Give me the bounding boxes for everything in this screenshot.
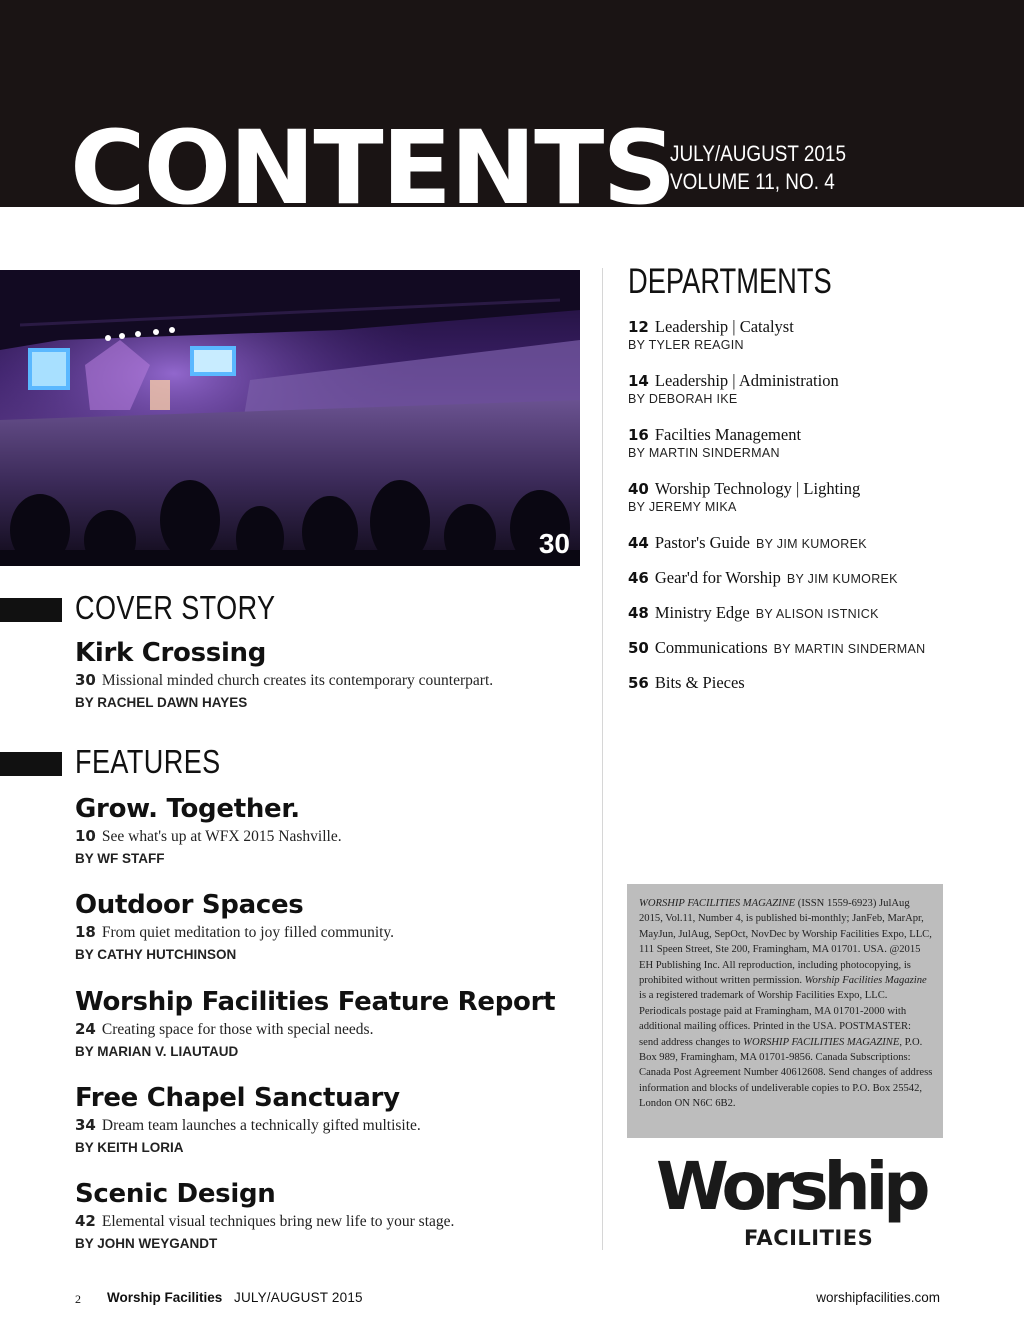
article-page: 24 bbox=[75, 1020, 96, 1038]
article-page: 42 bbox=[75, 1212, 96, 1230]
article-byline: BY WF STAFF bbox=[75, 851, 165, 866]
logo-subtitle: FACILITIES bbox=[744, 1226, 874, 1250]
article-title[interactable]: Free Chapel Sanctuary bbox=[75, 1083, 400, 1113]
features-bar bbox=[0, 752, 62, 776]
article-title[interactable]: Outdoor Spaces bbox=[75, 890, 304, 920]
feature-article[interactable] bbox=[75, 793, 595, 870]
feature-article[interactable] bbox=[75, 889, 595, 966]
issue-date: JULY/AUGUST 2015 bbox=[670, 141, 846, 166]
footer-date: JULY/AUGUST 2015 bbox=[234, 1290, 363, 1305]
magazine-name: Worship Facilities Magazine bbox=[804, 975, 927, 987]
department-title[interactable]: Gear'd for Worship bbox=[654, 568, 781, 587]
departments-label: DEPARTMENTS bbox=[628, 262, 832, 301]
magazine-name: WORSHIP FACILITIES MAGAZINE bbox=[639, 898, 796, 909]
department-title[interactable]: Communications bbox=[654, 638, 768, 657]
department-title[interactable]: Worship Technology | Lighting bbox=[654, 479, 861, 498]
issue-volume: VOLUME 11, NO. 4 bbox=[670, 169, 835, 194]
column-divider bbox=[602, 268, 603, 1250]
cover-story-bar bbox=[0, 598, 62, 622]
header-band bbox=[0, 0, 1024, 207]
article-byline: BY KEITH LORIA bbox=[75, 1140, 184, 1155]
magazine-name: WORSHIP FACILITIES MAGAZINE bbox=[743, 1036, 900, 1048]
concert-crowd-photo bbox=[0, 270, 580, 566]
worship-facilities-logo bbox=[656, 1148, 926, 1255]
department-byline: BY JIM KUMOREK bbox=[786, 572, 898, 586]
department-title[interactable]: Pastor's Guide bbox=[654, 533, 750, 552]
page-title: CONTENTS bbox=[70, 109, 675, 207]
article-description: 18 From quiet meditation to joy filled community. bbox=[75, 923, 395, 941]
cover-photo bbox=[0, 270, 580, 566]
footer-page-number: 2 bbox=[75, 1292, 81, 1306]
department-page: 56 bbox=[628, 674, 649, 692]
publication-info-box: WORSHIP FACILITIES MAGAZINE (ISSN 1559-6923) JulAug 2015, Vol.11, Number 4, is published bi-monthly; JanFeb, MarApr, MayJun, JulAug, SepOct, NovDec by Worship Facilities Expo, LLC, 111 Speen Street, Ste 200, Framingham, MA 01701. USA. @2015 EH Publishing Inc. All reproduction, including photocopying, is prohibited without written permission. Worship Facilities Magazine is a registered trademark of Worship Facilities Expo, LLC. Periodicals postage paid at Framingham, MA 01701-2000 with additional mailing offices. Printed in the USA. POSTMASTER: send address changes to WORSHIP FACILITIES MAGAZINE, P.O. Box 989, Framingham, MA 01701-9856. Canada Subscriptions: Canada Post Agreement Number 40612608. Send changes of address information and blocks of undeliverable copies to P.O. Box 25542, London ON N6C 6B2. bbox=[627, 884, 943, 1138]
department-title[interactable]: Bits & Pieces bbox=[654, 673, 745, 692]
feature-article[interactable] bbox=[75, 986, 595, 1063]
department-byline: BY MARTIN SINDERMAN bbox=[773, 642, 926, 656]
department-page: 48 bbox=[628, 604, 649, 622]
department-byline: BY ALISON ISTNICK bbox=[755, 607, 879, 621]
department-item[interactable] bbox=[628, 532, 998, 555]
issue-info bbox=[670, 140, 846, 196]
article-page: 10 bbox=[75, 827, 96, 845]
article-description: 30 Missional minded church creates its contemporary counterpart. bbox=[75, 671, 494, 689]
department-page: 44 bbox=[628, 534, 649, 552]
department-page: 46 bbox=[628, 569, 649, 587]
cover-story-label: COVER STORY bbox=[75, 589, 276, 626]
article-title[interactable]: Worship Facilities Feature Report bbox=[75, 987, 556, 1017]
article-byline: BY JOHN WEYGANDT bbox=[75, 1236, 218, 1251]
department-page: 12 bbox=[628, 318, 649, 336]
article-byline: BY CATHY HUTCHINSON bbox=[75, 947, 237, 962]
department-title[interactable]: Leadership | Administration bbox=[654, 371, 839, 390]
department-item[interactable] bbox=[628, 567, 998, 590]
department-page: 40 bbox=[628, 480, 649, 498]
logo-word: Worship bbox=[656, 1148, 926, 1225]
department-byline: BY DEBORAH IKE bbox=[628, 392, 738, 406]
article-byline: BY RACHEL DAWN HAYES bbox=[75, 695, 248, 710]
department-item[interactable] bbox=[628, 672, 998, 694]
department-item[interactable] bbox=[628, 316, 998, 352]
department-page: 14 bbox=[628, 372, 649, 390]
article-title[interactable]: Scenic Design bbox=[75, 1179, 276, 1209]
article-page: 30 bbox=[75, 671, 96, 689]
features-label: FEATURES bbox=[75, 743, 221, 780]
department-title[interactable]: Leadership | Catalyst bbox=[654, 317, 794, 336]
department-item[interactable] bbox=[628, 478, 998, 514]
feature-article[interactable] bbox=[75, 1178, 595, 1255]
article-description: 34 Dream team launches a technically gifted multisite. bbox=[75, 1116, 421, 1134]
footer-magazine-name: Worship Facilities bbox=[107, 1290, 223, 1305]
department-byline: BY JEREMY MIKA bbox=[628, 500, 737, 514]
article-page: 18 bbox=[75, 923, 96, 941]
cover-photo-page-number: 30 bbox=[538, 528, 570, 559]
department-byline: BY JIM KUMOREK bbox=[755, 537, 867, 551]
article-description: 10 See what's up at WFX 2015 Nashville. bbox=[75, 827, 342, 845]
department-byline: BY TYLER REAGIN bbox=[628, 338, 744, 352]
department-item[interactable] bbox=[628, 602, 998, 625]
department-byline: BY MARTIN SINDERMAN bbox=[628, 446, 780, 460]
article-description: 42 Elemental visual techniques bring new life to your stage. bbox=[75, 1212, 455, 1230]
article-description: 24 Creating space for those with special needs. bbox=[75, 1020, 374, 1038]
cover-story-article[interactable] bbox=[75, 637, 595, 714]
article-title[interactable]: Grow. Together. bbox=[75, 794, 300, 824]
article-byline: BY MARIAN V. LIAUTAUD bbox=[75, 1044, 239, 1059]
department-title[interactable]: Ministry Edge bbox=[654, 603, 750, 622]
department-page: 16 bbox=[628, 426, 649, 444]
department-page: 50 bbox=[628, 639, 649, 657]
feature-article[interactable] bbox=[75, 1082, 595, 1159]
department-item[interactable] bbox=[628, 637, 998, 660]
footer-website-link[interactable]: worshipfacilities.com bbox=[816, 1290, 940, 1305]
department-item[interactable] bbox=[628, 370, 998, 406]
department-title[interactable]: Facilties Management bbox=[654, 425, 802, 444]
department-item[interactable] bbox=[628, 424, 998, 460]
article-title[interactable]: Kirk Crossing bbox=[75, 638, 267, 668]
article-page: 34 bbox=[75, 1116, 96, 1134]
